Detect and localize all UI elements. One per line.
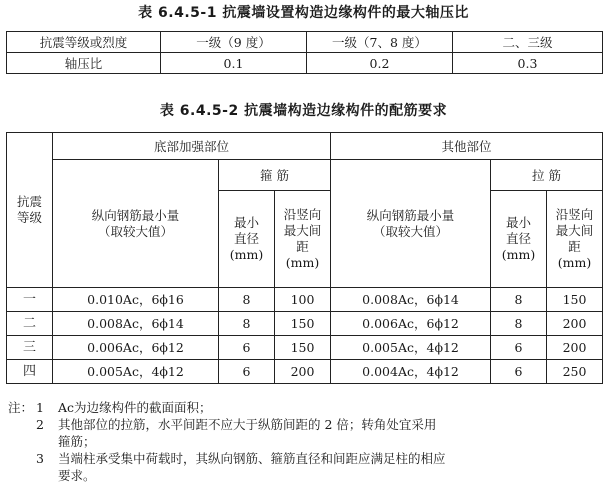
table1-header-cell: 一级（7、8 度） xyxy=(307,32,453,53)
table-row xyxy=(7,288,603,312)
table1-cell: 0.2 xyxy=(307,53,453,74)
table1-cell: 0.3 xyxy=(453,53,603,74)
grade-cell: 三 xyxy=(7,336,53,360)
bottom-stirrup-header: 箍 筋 xyxy=(219,160,331,191)
bottom-max-spacing-header: 沿竖向 最大间 距 (mm) xyxy=(275,191,331,288)
table2-header-row xyxy=(7,133,603,160)
other-tie-header: 拉 筋 xyxy=(491,160,603,191)
table1-caption: 表 6.4.5-1 抗震墙设置构造边缘构件的最大轴压比 xyxy=(138,5,469,21)
other-spacing-cell: 250 xyxy=(547,360,603,384)
bottom-spacing-cell: 100 xyxy=(275,288,331,312)
note-text: 当端柱承受集中荷载时，其纵向钢筋、箍筋直径和间距应满足柱的相应 要求。 xyxy=(58,451,446,483)
other-dia-cell: 6 xyxy=(491,336,547,360)
table1-header-cell: 抗震等级或烈度 xyxy=(7,32,161,53)
bottom-long-cell: 0.010Ac，6ϕ16 xyxy=(53,288,219,312)
other-dia-cell: 6 xyxy=(491,360,547,384)
other-min-diameter-header: 最小 直径 (mm) xyxy=(491,191,547,288)
bottom-spacing-cell: 150 xyxy=(275,336,331,360)
bottom-spacing-cell: 200 xyxy=(275,360,331,384)
table-row xyxy=(7,336,603,360)
grade-cell: 一 xyxy=(7,288,53,312)
bottom-min-diameter-header: 最小 直径 (mm) xyxy=(219,191,275,288)
table1-cell: 轴压比 xyxy=(7,53,161,74)
other-group-header: 其他部位 xyxy=(331,133,603,160)
bottom-long-rebar-header: 纵向钢筋最小量 （取较大值） xyxy=(53,160,219,288)
other-long-rebar-header: 纵向钢筋最小量 （取较大值） xyxy=(331,160,491,288)
table1-cell: 0.1 xyxy=(161,53,307,74)
bottom-spacing-cell: 150 xyxy=(275,312,331,336)
bottom-long-cell: 0.008Ac，6ϕ14 xyxy=(53,312,219,336)
bottom-long-cell: 0.006Ac，6ϕ12 xyxy=(53,336,219,360)
table-row xyxy=(7,312,603,336)
other-long-cell: 0.008Ac，6ϕ14 xyxy=(331,288,491,312)
other-dia-cell: 8 xyxy=(491,312,547,336)
table-row xyxy=(7,360,603,384)
table1-header-row xyxy=(7,32,603,53)
table2-rebar-requirements xyxy=(6,132,603,384)
notes-label: 注： xyxy=(8,400,34,415)
other-spacing-cell: 200 xyxy=(547,336,603,360)
bottom-dia-cell: 6 xyxy=(219,336,275,360)
other-spacing-cell: 200 xyxy=(547,312,603,336)
note-number: 3 xyxy=(36,451,44,466)
table2-header-row xyxy=(7,160,603,191)
other-long-cell: 0.006Ac，6ϕ12 xyxy=(331,312,491,336)
bottom-dia-cell: 8 xyxy=(219,288,275,312)
other-long-cell: 0.005Ac，4ϕ12 xyxy=(331,336,491,360)
other-long-cell: 0.004Ac，4ϕ12 xyxy=(331,360,491,384)
table1-axial-ratio xyxy=(6,31,603,74)
other-max-spacing-header: 沿竖向 最大间 距 (mm) xyxy=(547,191,603,288)
bottom-dia-cell: 8 xyxy=(219,312,275,336)
table1-data-row xyxy=(7,53,603,74)
other-dia-cell: 8 xyxy=(491,288,547,312)
table2-caption: 表 6.4.5-2 抗震墙构造边缘构件的配筋要求 xyxy=(159,103,448,119)
note-number: 1 xyxy=(36,400,44,415)
table1-header-cell: 一级（9 度） xyxy=(161,32,307,53)
grade-header: 抗震 等级 xyxy=(7,133,53,288)
grade-cell: 四 xyxy=(7,360,53,384)
bottom-dia-cell: 6 xyxy=(219,360,275,384)
table1-header-cell: 二、三级 xyxy=(453,32,603,53)
bottom-long-cell: 0.005Ac，4ϕ12 xyxy=(53,360,219,384)
grade-cell: 二 xyxy=(7,312,53,336)
note-text: Ac为边缘构件的截面面积； xyxy=(58,400,212,415)
other-spacing-cell: 150 xyxy=(547,288,603,312)
note-number: 2 xyxy=(36,417,44,432)
bottom-group-header: 底部加强部位 xyxy=(53,133,331,160)
note-text: 其他部位的拉筋，水平间距不应大于纵筋间距的 2 倍；转角处宜采用 箍筋； xyxy=(58,417,437,449)
